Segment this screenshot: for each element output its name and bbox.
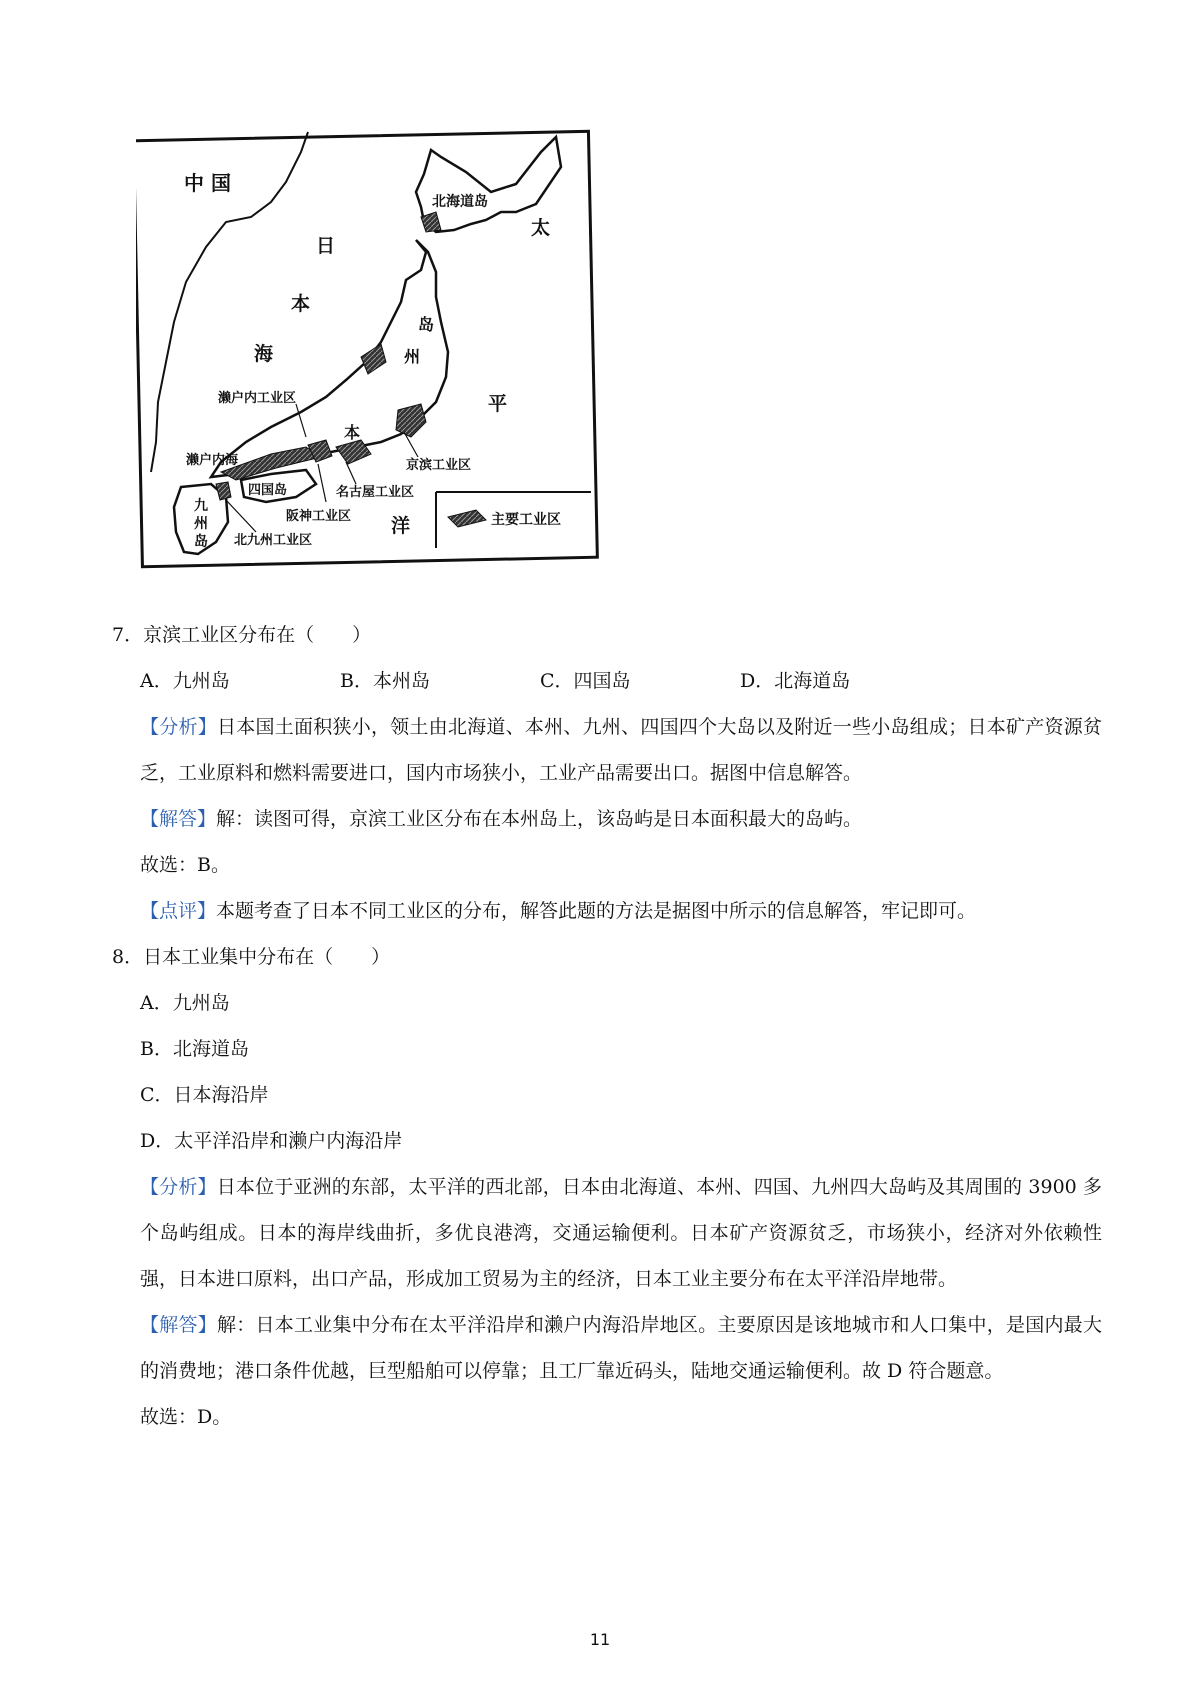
label-kyushu-1: 九 [194, 498, 208, 514]
label-honshu-ben: 本 [344, 423, 361, 442]
q8-answer-tag: 【解答】 [140, 1314, 217, 1336]
q7-option-b: B．本州岛 [340, 670, 430, 692]
label-china: 中 国 [184, 171, 231, 195]
label-ping: 平 [488, 393, 508, 415]
q7-comment-tag: 【点评】 [140, 900, 217, 922]
q7-stem: 7．京滨工业区分布在（ ） [112, 624, 372, 646]
label-shikoku: 四国岛 [248, 483, 288, 498]
q8-option-c: C．日本海沿岸 [140, 1084, 269, 1106]
japan-industry-map [136, 112, 604, 582]
q7-analysis-text: 日本国土面积狭小，领土由北海道、本州、九州、四国四个大岛以及附近一些小岛组成；日本矿产资源贫乏，工业原料和燃料需要进口，国内市场狭小，工业产品需要出口。据图中信息解答。 [140, 716, 1102, 784]
q8-analysis [112, 1164, 1102, 1302]
label-legend: 主要工业区 [491, 512, 561, 528]
label-tai: 太 [531, 217, 551, 239]
label-sea-ri: 日 [316, 235, 336, 257]
label-sea-hai: 海 [254, 343, 274, 365]
q7-answer-tag: 【解答】 [140, 808, 217, 830]
q7-option-d: D．北海道岛 [740, 670, 851, 692]
q8-analysis-tag: 【分析】 [140, 1176, 217, 1198]
keihin-zone [396, 404, 426, 437]
question-content [112, 612, 1102, 1440]
q7-choice: 故选：B。 [140, 854, 230, 876]
label-kyushu-3: 岛 [194, 534, 208, 550]
q7-analysis [112, 704, 1102, 796]
q8-analysis-text: 日本位于亚洲的东部，太平洋的西北部，日本由北海道、本州、四国、九州四大岛屿及其周围的 3900 多个岛屿组成。日本的海岸线曲折，多优良港湾，交通运输便利。日本矿产资源贫乏，市场狭小，经济对外依赖性强，日本进口原料，出口产品，形成加工贸易为主的经济，日本工业主要分布在太平洋沿岸地带。 [140, 1176, 1102, 1290]
q7-answer [112, 796, 1102, 842]
q8-option-a: A．九州岛 [140, 992, 230, 1014]
label-setouchi-sea: 濑户内海 [186, 453, 239, 468]
q8-answer [112, 1302, 1102, 1394]
q8-choice: 故选：D。 [140, 1406, 232, 1428]
label-hanshin: 阪神工业区 [286, 509, 352, 524]
q7-analysis-tag: 【分析】 [140, 716, 217, 738]
label-keihin: 京滨工业区 [406, 458, 472, 473]
q8-option-b: B．北海道岛 [140, 1038, 249, 1060]
label-yang: 洋 [391, 515, 411, 537]
label-sea-ben: 本 [291, 293, 311, 315]
label-kyushu-2: 州 [194, 516, 208, 532]
label-setouchi-ind: 濑户内工业区 [218, 391, 297, 406]
q8-stem: 8．日本工业集中分布在（ ） [112, 946, 391, 968]
q8-answer-text: 解：日本工业集中分布在太平洋沿岸和濑户内海沿岸地区。主要原因是该地城市和人口集中，是国内最大的消费地；港口条件优越，巨型船舶可以停靠；且工厂靠近码头，陆地交通运输便利。故 D 符合题意。 [140, 1314, 1102, 1382]
label-chukyo: 名古屋工业区 [336, 485, 415, 500]
page-number: 11 [589, 1630, 611, 1649]
q7-option-c: C．四国岛 [540, 670, 631, 692]
label-hokkaido: 北海道岛 [432, 194, 488, 210]
label-honshu-zhou: 州 [404, 347, 421, 366]
q7-answer-text: 解：读图可得，京滨工业区分布在本州岛上，该岛屿是日本面积最大的岛屿。 [216, 808, 863, 830]
legend-swatch [448, 510, 486, 527]
q7-options [112, 658, 1102, 704]
label-kitakyushu: 北九州工业区 [234, 533, 313, 548]
q7-comment [112, 888, 1102, 934]
q7-comment-text: 本题考查了日本不同工业区的分布，解答此题的方法是据图中所示的信息解答，牢记即可。 [216, 900, 977, 922]
q8-option-d: D．太平洋沿岸和濑户内海沿岸 [140, 1130, 403, 1152]
q7-option-a: A．九州岛 [140, 670, 230, 692]
label-honshu-dao: 岛 [418, 315, 435, 334]
